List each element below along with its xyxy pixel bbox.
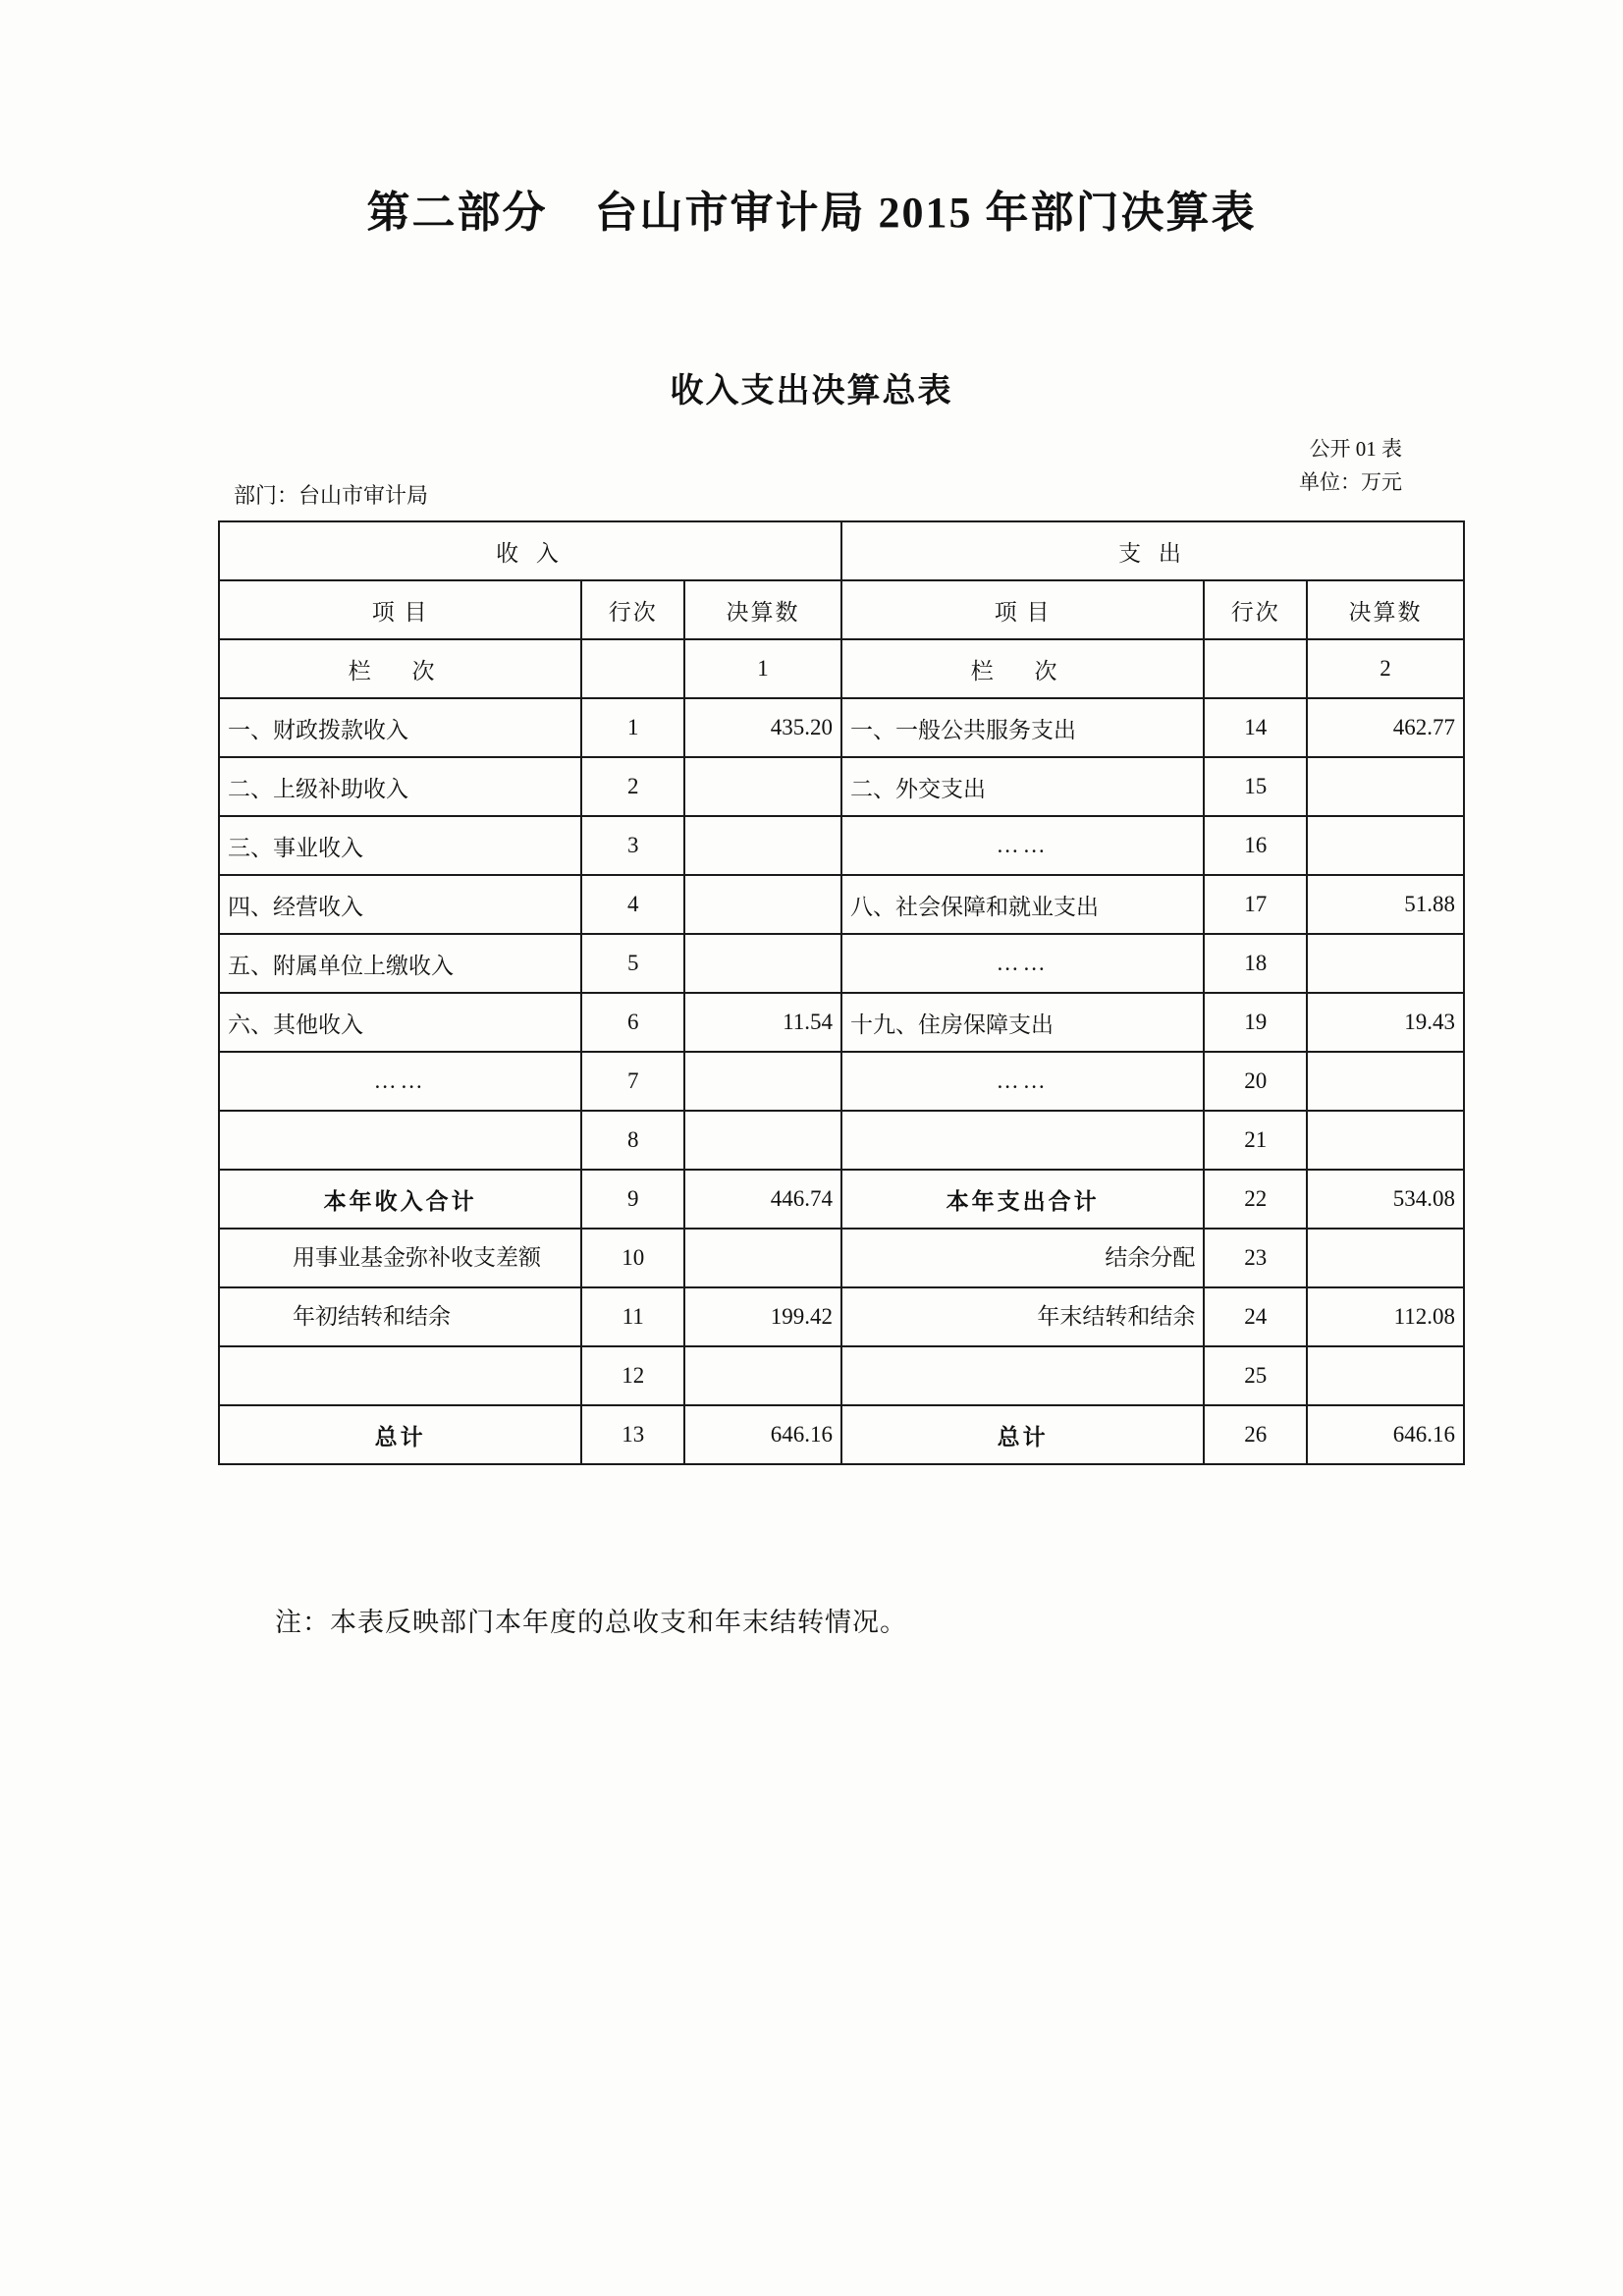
col-header-income-line: 行次 <box>581 580 684 639</box>
table-row <box>219 757 1464 816</box>
table-row <box>219 875 1464 934</box>
table-row <box>219 1052 1464 1111</box>
income-item: …… <box>219 1052 581 1111</box>
expense-item: 十九、住房保障支出 <box>841 993 1204 1052</box>
income-item: 用事业基金弥补收支差额 <box>293 1245 541 1270</box>
income-item <box>219 1111 581 1170</box>
expense-amount <box>1307 934 1464 993</box>
form-number: 公开 01 表 <box>1309 437 1402 461</box>
expense-amount: 19.43 <box>1307 993 1464 1052</box>
income-amount: 646.16 <box>684 1405 841 1464</box>
expense-amount: 51.88 <box>1307 875 1464 934</box>
income-line: 12 <box>581 1346 684 1405</box>
income-line: 5 <box>581 934 684 993</box>
expense-line: 22 <box>1204 1170 1307 1229</box>
income-amount: 199.42 <box>684 1287 841 1346</box>
table-row <box>219 934 1464 993</box>
expense-line: 14 <box>1204 698 1307 757</box>
page-title-part: 第二部分 <box>366 189 548 237</box>
expense-item: …… <box>841 934 1204 993</box>
table-column-index-row <box>219 639 1464 698</box>
page-title-main: 台山市审计局 2015 年部门决算表 <box>594 189 1257 237</box>
col-header-expense-line: 行次 <box>1204 580 1307 639</box>
table-row <box>219 993 1464 1052</box>
expense-item: 八、社会保障和就业支出 <box>841 875 1204 934</box>
expense-item <box>841 1346 1204 1405</box>
expense-amount <box>1307 757 1464 816</box>
income-item: 本年收入合计 <box>219 1170 581 1229</box>
expense-line: 19 <box>1204 993 1307 1052</box>
income-line: 7 <box>581 1052 684 1111</box>
column-index-income-blank <box>581 639 684 698</box>
expense-amount <box>1307 816 1464 875</box>
expense-amount: 534.08 <box>1307 1170 1464 1229</box>
col-header-income-amount: 决算数 <box>684 580 841 639</box>
column-index-expense-value: 2 <box>1307 639 1464 698</box>
expense-amount: 462.77 <box>1307 698 1464 757</box>
expense-line: 25 <box>1204 1346 1307 1405</box>
table-row <box>219 1229 1464 1287</box>
income-line: 8 <box>581 1111 684 1170</box>
income-amount <box>684 1111 841 1170</box>
expense-item: 本年支出合计 <box>841 1170 1204 1229</box>
income-item <box>219 1346 581 1405</box>
expense-amount: 646.16 <box>1307 1405 1464 1464</box>
table-row <box>219 698 1464 757</box>
department-label: 部门：台山市审计局 <box>234 483 429 508</box>
group-header-income: 收 入 <box>219 521 841 580</box>
table-column-header-row <box>219 580 1464 639</box>
expense-amount <box>1307 1111 1464 1170</box>
budget-table-container <box>218 520 1465 1465</box>
expense-line: 24 <box>1204 1287 1307 1346</box>
column-index-expense-label: 栏 次 <box>841 639 1204 698</box>
table-row <box>219 816 1464 875</box>
table-caption: 收入支出决算总表 <box>670 373 953 410</box>
table-row-subtotal <box>219 1170 1464 1229</box>
table-row <box>219 1287 1464 1346</box>
income-amount <box>684 816 841 875</box>
expense-line: 17 <box>1204 875 1307 934</box>
table-row <box>219 1346 1464 1405</box>
income-item: 六、其他收入 <box>219 993 581 1052</box>
col-header-income-item: 项 目 <box>219 580 581 639</box>
amount-unit: 单位：万元 <box>1299 470 1402 494</box>
expense-item: 总计 <box>841 1405 1204 1464</box>
page-title <box>0 177 1623 240</box>
table-row-total <box>219 1405 1464 1464</box>
expense-item <box>841 1111 1204 1170</box>
income-amount <box>684 1229 841 1287</box>
expense-line: 26 <box>1204 1405 1307 1464</box>
income-amount <box>684 757 841 816</box>
budget-table <box>218 520 1465 1465</box>
expense-amount <box>1307 1052 1464 1111</box>
income-line: 6 <box>581 993 684 1052</box>
column-index-income-label: 栏 次 <box>219 639 581 698</box>
income-amount <box>684 1052 841 1111</box>
income-item: 三、事业收入 <box>219 816 581 875</box>
income-line: 13 <box>581 1405 684 1464</box>
expense-amount: 112.08 <box>1307 1287 1464 1346</box>
table-note: 注：本表反映部门本年度的总收支和年末结转情况。 <box>275 1608 907 1637</box>
expense-item: 年末结转和结余 <box>1037 1304 1196 1329</box>
expense-line: 21 <box>1204 1111 1307 1170</box>
expense-line: 20 <box>1204 1052 1307 1111</box>
income-line: 1 <box>581 698 684 757</box>
expense-line: 16 <box>1204 816 1307 875</box>
expense-line: 15 <box>1204 757 1307 816</box>
income-amount <box>684 875 841 934</box>
expense-item: 二、外交支出 <box>841 757 1204 816</box>
table-group-header-row <box>219 521 1464 580</box>
column-index-expense-blank <box>1204 639 1307 698</box>
income-line: 4 <box>581 875 684 934</box>
expense-amount <box>1307 1229 1464 1287</box>
income-line: 2 <box>581 757 684 816</box>
expense-item: 一、一般公共服务支出 <box>841 698 1204 757</box>
income-amount <box>684 934 841 993</box>
income-item: 一、财政拨款收入 <box>219 698 581 757</box>
income-item: 四、经营收入 <box>219 875 581 934</box>
income-item: 五、附属单位上缴收入 <box>219 934 581 993</box>
expense-item: 结余分配 <box>1105 1245 1196 1270</box>
income-item: 总计 <box>219 1405 581 1464</box>
table-row <box>219 1111 1464 1170</box>
col-header-expense-amount: 决算数 <box>1307 580 1464 639</box>
income-amount <box>684 1346 841 1405</box>
expense-item: …… <box>841 1052 1204 1111</box>
income-amount: 435.20 <box>684 698 841 757</box>
income-line: 10 <box>581 1229 684 1287</box>
group-header-expense: 支 出 <box>841 521 1464 580</box>
income-item: 年初结转和结余 <box>293 1304 451 1329</box>
income-amount: 11.54 <box>684 993 841 1052</box>
income-line: 11 <box>581 1287 684 1346</box>
column-index-income-value: 1 <box>684 639 841 698</box>
expense-amount <box>1307 1346 1464 1405</box>
expense-line: 18 <box>1204 934 1307 993</box>
income-item: 二、上级补助收入 <box>219 757 581 816</box>
expense-item: …… <box>841 816 1204 875</box>
expense-line: 23 <box>1204 1229 1307 1287</box>
income-line: 9 <box>581 1170 684 1229</box>
col-header-expense-item: 项 目 <box>841 580 1204 639</box>
income-amount: 446.74 <box>684 1170 841 1229</box>
table-meta-right <box>1299 432 1402 499</box>
income-line: 3 <box>581 816 684 875</box>
